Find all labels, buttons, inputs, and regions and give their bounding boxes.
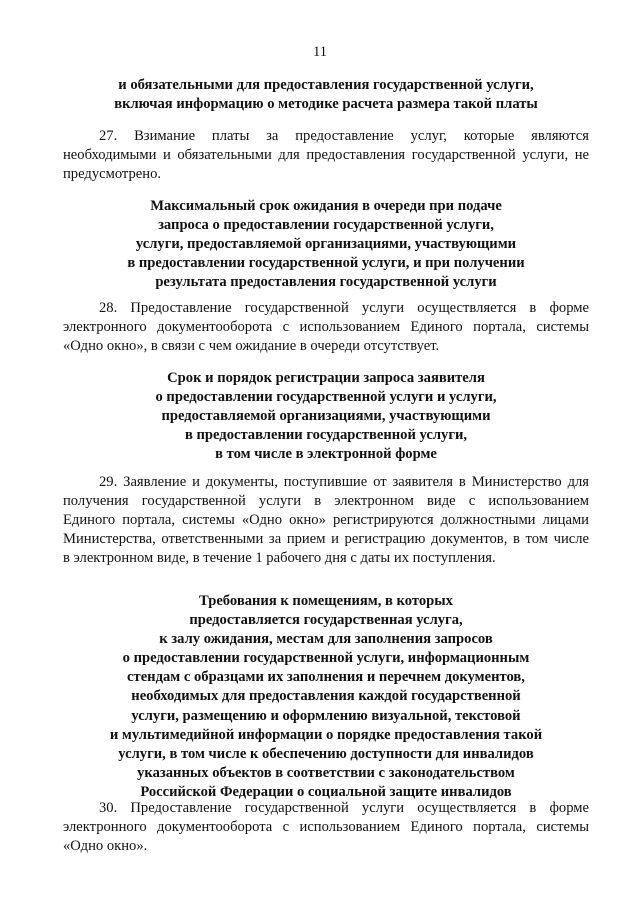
heading-line: услуги, в том числе к обеспечению доступности для инвалидов [118,745,534,762]
heading-line: услуги, предоставляемой организациями, участвующими [135,236,517,253]
heading-line: и обязательными для предоставления государственной услуги, [118,77,534,93]
paragraph-line: предусмотрено. [63,166,162,183]
heading-line: стендам с образцами их заполнения и перечнем документов, [127,669,525,686]
paragraph-30 [63,799,589,856]
paragraph-line: «Одно окно», в связи с чем ожидание в очереди отсутствует. [63,338,440,355]
page-number: 11 [313,44,327,60]
paragraph-line: электронного документооборота с использованием Единого портала, системы [63,319,589,336]
heading-line: запроса о предоставлении государственной услуги, [158,217,494,234]
heading-line: о предоставлении государственной услуги, информационным [122,650,530,667]
paragraph-line: 30. Предоставление государственной услуги осуществляется в форме [99,800,589,816]
heading-line: Российской Федерации о социальной защите инвалидов [140,783,512,800]
paragraph-line: Единого портала, системы «Одно окно» регистрируются должностными лицами [63,512,589,529]
section-heading-payment-method [63,76,589,114]
paragraph-line: электронного документооборота с использованием Единого портала, системы [63,819,589,836]
paragraph-line: получения государственной услуги в электронном виде с использованием [63,493,589,510]
heading-line: Требования к помещениям, в которых [199,593,453,609]
heading-line: указанных объектов в соответствии с законодательством [137,764,515,781]
section-heading-premises-requirements [63,592,589,802]
heading-line: Максимальный срок ожидания в очереди при подаче [150,198,502,214]
paragraph-29 [63,473,589,568]
heading-line: предоставляемой организациями, участвующими [161,408,491,425]
heading-line: о предоставлении государственной услуги и услуги, [155,389,497,406]
heading-line: в том числе в электронной форме [215,446,437,463]
heading-line: и мультимедийной информации о порядке предоставления такой [109,726,543,743]
paragraph-27 [63,127,589,184]
heading-line: Срок и порядок регистрации запроса заявителя [167,370,485,386]
heading-line: в предоставлении государственной услуги, и при получении [127,255,525,272]
paragraph-line: 29. Заявление и документы, поступившие от заявителя в Министерство для [99,474,589,490]
heading-line: в предоставлении государственной услуги, [184,427,468,444]
paragraph-28 [63,299,589,356]
section-heading-queue-wait-time [63,197,589,292]
heading-line: результата предоставления государственной услуги [155,274,497,291]
heading-line: предоставляется государственная услуга, [189,612,463,629]
paragraph-line: 27. Взимание платы за предоставление услуг, которые являются [99,128,589,144]
heading-line: к залу ожидания, местам для заполнения запросов [159,631,493,648]
heading-line: услуги, размещению и оформлению визуальной, текстовой [131,707,521,724]
heading-line: включая информацию о методике расчета размера такой платы [114,96,538,113]
section-heading-registration-term [63,369,589,464]
paragraph-line: Министерства, ответственными за прием и регистрацию документов, в том числе [63,531,589,548]
paragraph-line: «Одно окно». [63,838,148,855]
paragraph-line: необходимыми и обязательными для предоставления государственной услуги, не [63,147,589,164]
paragraph-line: 28. Предоставление государственной услуги осуществляется в форме [99,300,589,316]
heading-line: необходимых для предоставления каждой государственной [131,688,521,705]
paragraph-line: в электронном виде, в течение 1 рабочего дня с даты их поступления. [63,550,496,567]
